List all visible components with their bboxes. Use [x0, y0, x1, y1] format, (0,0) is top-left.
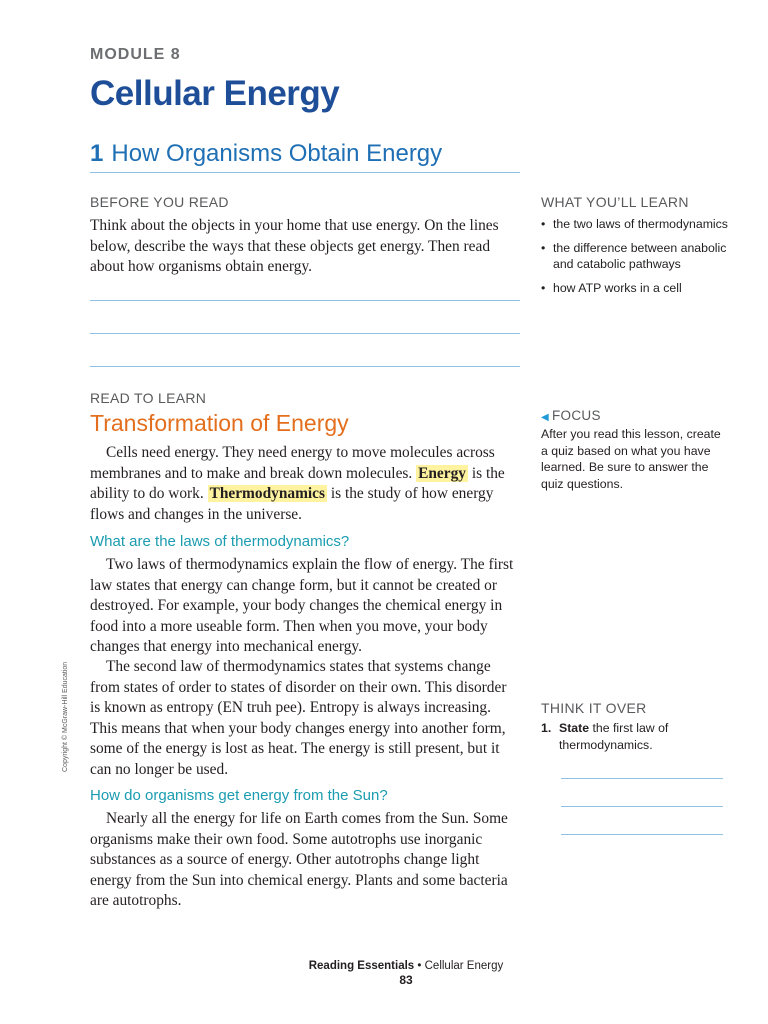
- paragraph-text: is the study of how energy flows and changes in the universe.: [90, 485, 494, 523]
- focus-heading-text: FOCUS: [552, 408, 601, 423]
- paragraph-text: is the ability to do work.: [90, 464, 505, 502]
- module-label: MODULE 8: [90, 46, 181, 63]
- chapter-title: Cellular Energy: [90, 74, 340, 113]
- list-item-text: the difference between anabolic and catabolic pathways: [553, 240, 727, 271]
- page-number: 83: [399, 973, 413, 987]
- answer-line[interactable]: [90, 333, 520, 334]
- triangle-left-icon: ◀: [541, 412, 549, 423]
- lesson-number: 1: [90, 140, 104, 167]
- paragraph-text: Two laws of thermodynamics explain the flow of energy. The first law states that energy can change form, but it cannot be created or destroyed. For example, your body changes the chemical energy in food into a more useable form. Then when you move, your body changes that energy into mechanical energy.: [90, 556, 514, 655]
- answer-line[interactable]: [561, 806, 723, 807]
- paragraph-text: Cells need energy. They need energy to move molecules across membranes and to make and break down molecules.: [90, 444, 495, 482]
- list-item: • the difference between anabolic and catabolic pathways: [541, 240, 727, 271]
- lesson-title: How Organisms Obtain Energy: [111, 140, 443, 167]
- answer-line[interactable]: [90, 366, 520, 367]
- paragraph-text: Nearly all the energy for life on Earth comes from the Sun. Some organisms make their own food. Some autotrophs use inorganic substances as a source of energy. Other autotrophs change light energy from the Sun into chemical energy. Plants and some bacteria are autotrophs.: [90, 810, 508, 909]
- vocab-term-energy: Energy: [418, 464, 466, 482]
- focus-heading: [541, 408, 601, 423]
- footer-book-title: Reading Essentials: [308, 960, 415, 972]
- answer-line[interactable]: [561, 778, 723, 779]
- list-item: • the two laws of thermodynamics: [541, 217, 728, 231]
- question-text: thermodynamics.: [559, 737, 653, 752]
- copyright-notice: Copyright © McGraw-Hill Education: [62, 661, 69, 772]
- think-it-over-heading: THINK IT OVER: [541, 700, 647, 716]
- focus-text: After you read this lesson, create a quiz based on what you have learned. Be sure to answer the quiz questions.: [541, 427, 721, 492]
- question-heading-2: How do organisms get energy from the Sun?: [90, 787, 388, 804]
- question-verb: State: [559, 721, 590, 735]
- answer-line[interactable]: [90, 300, 520, 301]
- footer: [0, 960, 768, 972]
- footer-chapter: Cellular Energy: [424, 960, 504, 972]
- vocab-term-thermodynamics: Thermodynamics: [209, 485, 325, 502]
- section-title: Transformation of Energy: [90, 410, 349, 436]
- lesson-divider: [90, 172, 520, 173]
- what-youll-learn-heading: WHAT YOU’LL LEARN: [541, 194, 689, 210]
- paragraph-text: The second law of thermodynamics states that systems change from states of order to states of disorder on their own. This disorder is known as entropy (EN truh pee). Entropy is always increasing. This means that when your body changes energy into another form, some of the energy is lost as heat. The energy is still present, but it can no longer be used.: [90, 658, 507, 778]
- before-you-read-text: Think about the objects in your home that use energy. On the lines below, describe the ways that these objects get energy. Then read about how organisms obtain energy.: [90, 217, 499, 275]
- paragraph-3: [90, 657, 520, 780]
- question-heading-1: What are the laws of thermodynamics?: [90, 533, 350, 550]
- question-text: the first law of: [589, 721, 669, 735]
- paragraph-1: [90, 443, 520, 525]
- list-item-text: the two laws of thermodynamics: [553, 217, 728, 231]
- think-it-over-question: [541, 720, 711, 753]
- answer-line[interactable]: [561, 834, 723, 835]
- lesson-heading: [90, 140, 442, 168]
- question-number: 1.: [541, 721, 552, 735]
- paragraph-2: [90, 555, 520, 658]
- read-to-learn-heading: READ TO LEARN: [90, 390, 207, 406]
- footer-separator: •: [414, 960, 425, 972]
- before-you-read-heading: BEFORE YOU READ: [90, 194, 229, 210]
- learn-list: [541, 216, 741, 303]
- paragraph-4: [90, 809, 520, 912]
- list-item: • how ATP works in a cell: [541, 280, 682, 295]
- list-item-text: how ATP works in a cell: [553, 280, 682, 295]
